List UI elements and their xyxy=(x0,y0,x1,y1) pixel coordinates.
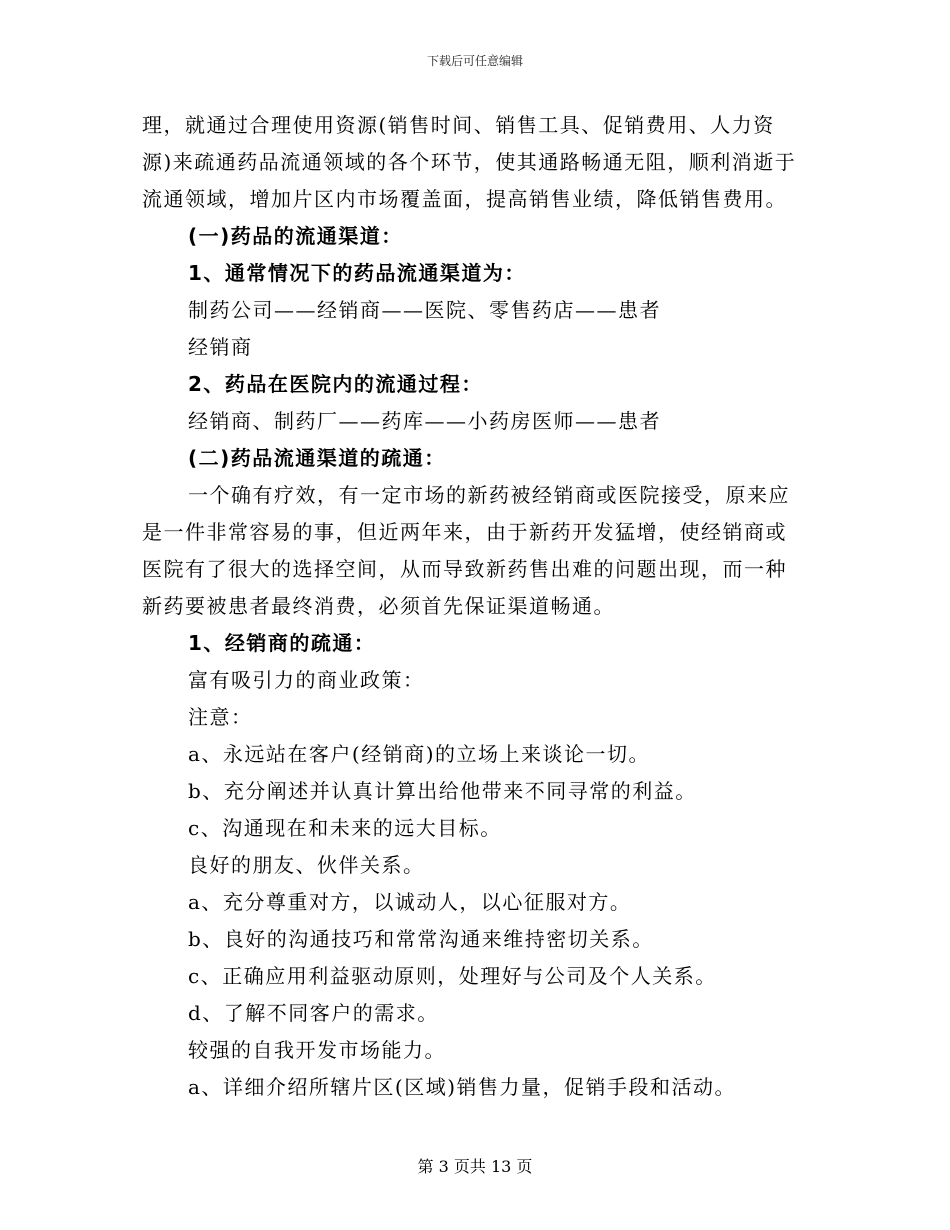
subsection-heading: 1、经销商的疏通： xyxy=(188,631,376,655)
body-line: 一个确有疗效，有一定市场的新药被经销商或医院接受，原来应 xyxy=(188,483,790,507)
page-header: 下载后可任意编辑 xyxy=(426,54,523,68)
body-line: 理，就通过合理使用资源(销售时间、销售工具、促销费用、人力资 xyxy=(142,113,775,137)
list-item: a、永远站在客户(经销商)的立场上来谈论一切。 xyxy=(188,742,651,766)
subsection-heading: 1、通常情况下的药品流通渠道为： xyxy=(188,261,526,285)
document-body xyxy=(142,107,812,1106)
page-footer: 第 3 页共 13 页 xyxy=(417,1157,533,1176)
body-line: 富有吸引力的商业政策： xyxy=(188,668,425,692)
section-heading: (一)药品的流通渠道： xyxy=(188,224,403,248)
body-line: 新药要被患者最终消费，必须首先保证渠道畅通。 xyxy=(142,594,615,618)
list-item: c、沟通现在和未来的远大目标。 xyxy=(188,816,502,840)
body-line: 良好的朋友、伙伴关系。 xyxy=(188,853,425,877)
list-item: b、充分阐述并认真计算出给他带来不同寻常的利益。 xyxy=(188,779,697,803)
list-item: a、充分尊重对方，以诚动人，以心征服对方。 xyxy=(188,890,632,914)
body-line: 经销商 xyxy=(188,335,253,359)
body-line: 经销商、制药厂——药库——小药房医师——患者 xyxy=(188,409,661,433)
list-item: d、了解不同客户的需求。 xyxy=(188,1001,439,1025)
section-heading: (二)药品流通渠道的疏通： xyxy=(188,446,446,470)
body-line: 是一件非常容易的事，但近两年来，由于新药开发猛增，使经销商或 xyxy=(142,520,787,544)
body-line: 较强的自我开发市场能力。 xyxy=(188,1038,446,1062)
subsection-heading: 2、药品在医院内的流通过程： xyxy=(188,372,483,396)
body-line: 医院有了很大的选择空间，从而导致新药售出难的问题出现，而一种 xyxy=(142,557,787,581)
list-item: a、详细介绍所辖片区(区域)销售力量，促销手段和活动。 xyxy=(188,1075,737,1099)
body-line: 流通领域，增加片区内市场覆盖面，提高销售业绩，降低销售费用。 xyxy=(142,187,787,211)
list-item: c、正确应用利益驱动原则，处理好与公司及个人关系。 xyxy=(188,964,717,988)
body-line: 注意： xyxy=(188,705,253,729)
list-item: b、良好的沟通技巧和常常沟通来维持密切关系。 xyxy=(188,927,654,951)
body-line: 源)来疏通药品流通领域的各个环节，使其通路畅通无阻，顺利消逝于 xyxy=(142,150,797,174)
body-line: 制药公司——经销商——医院、零售药店——患者 xyxy=(188,298,661,322)
